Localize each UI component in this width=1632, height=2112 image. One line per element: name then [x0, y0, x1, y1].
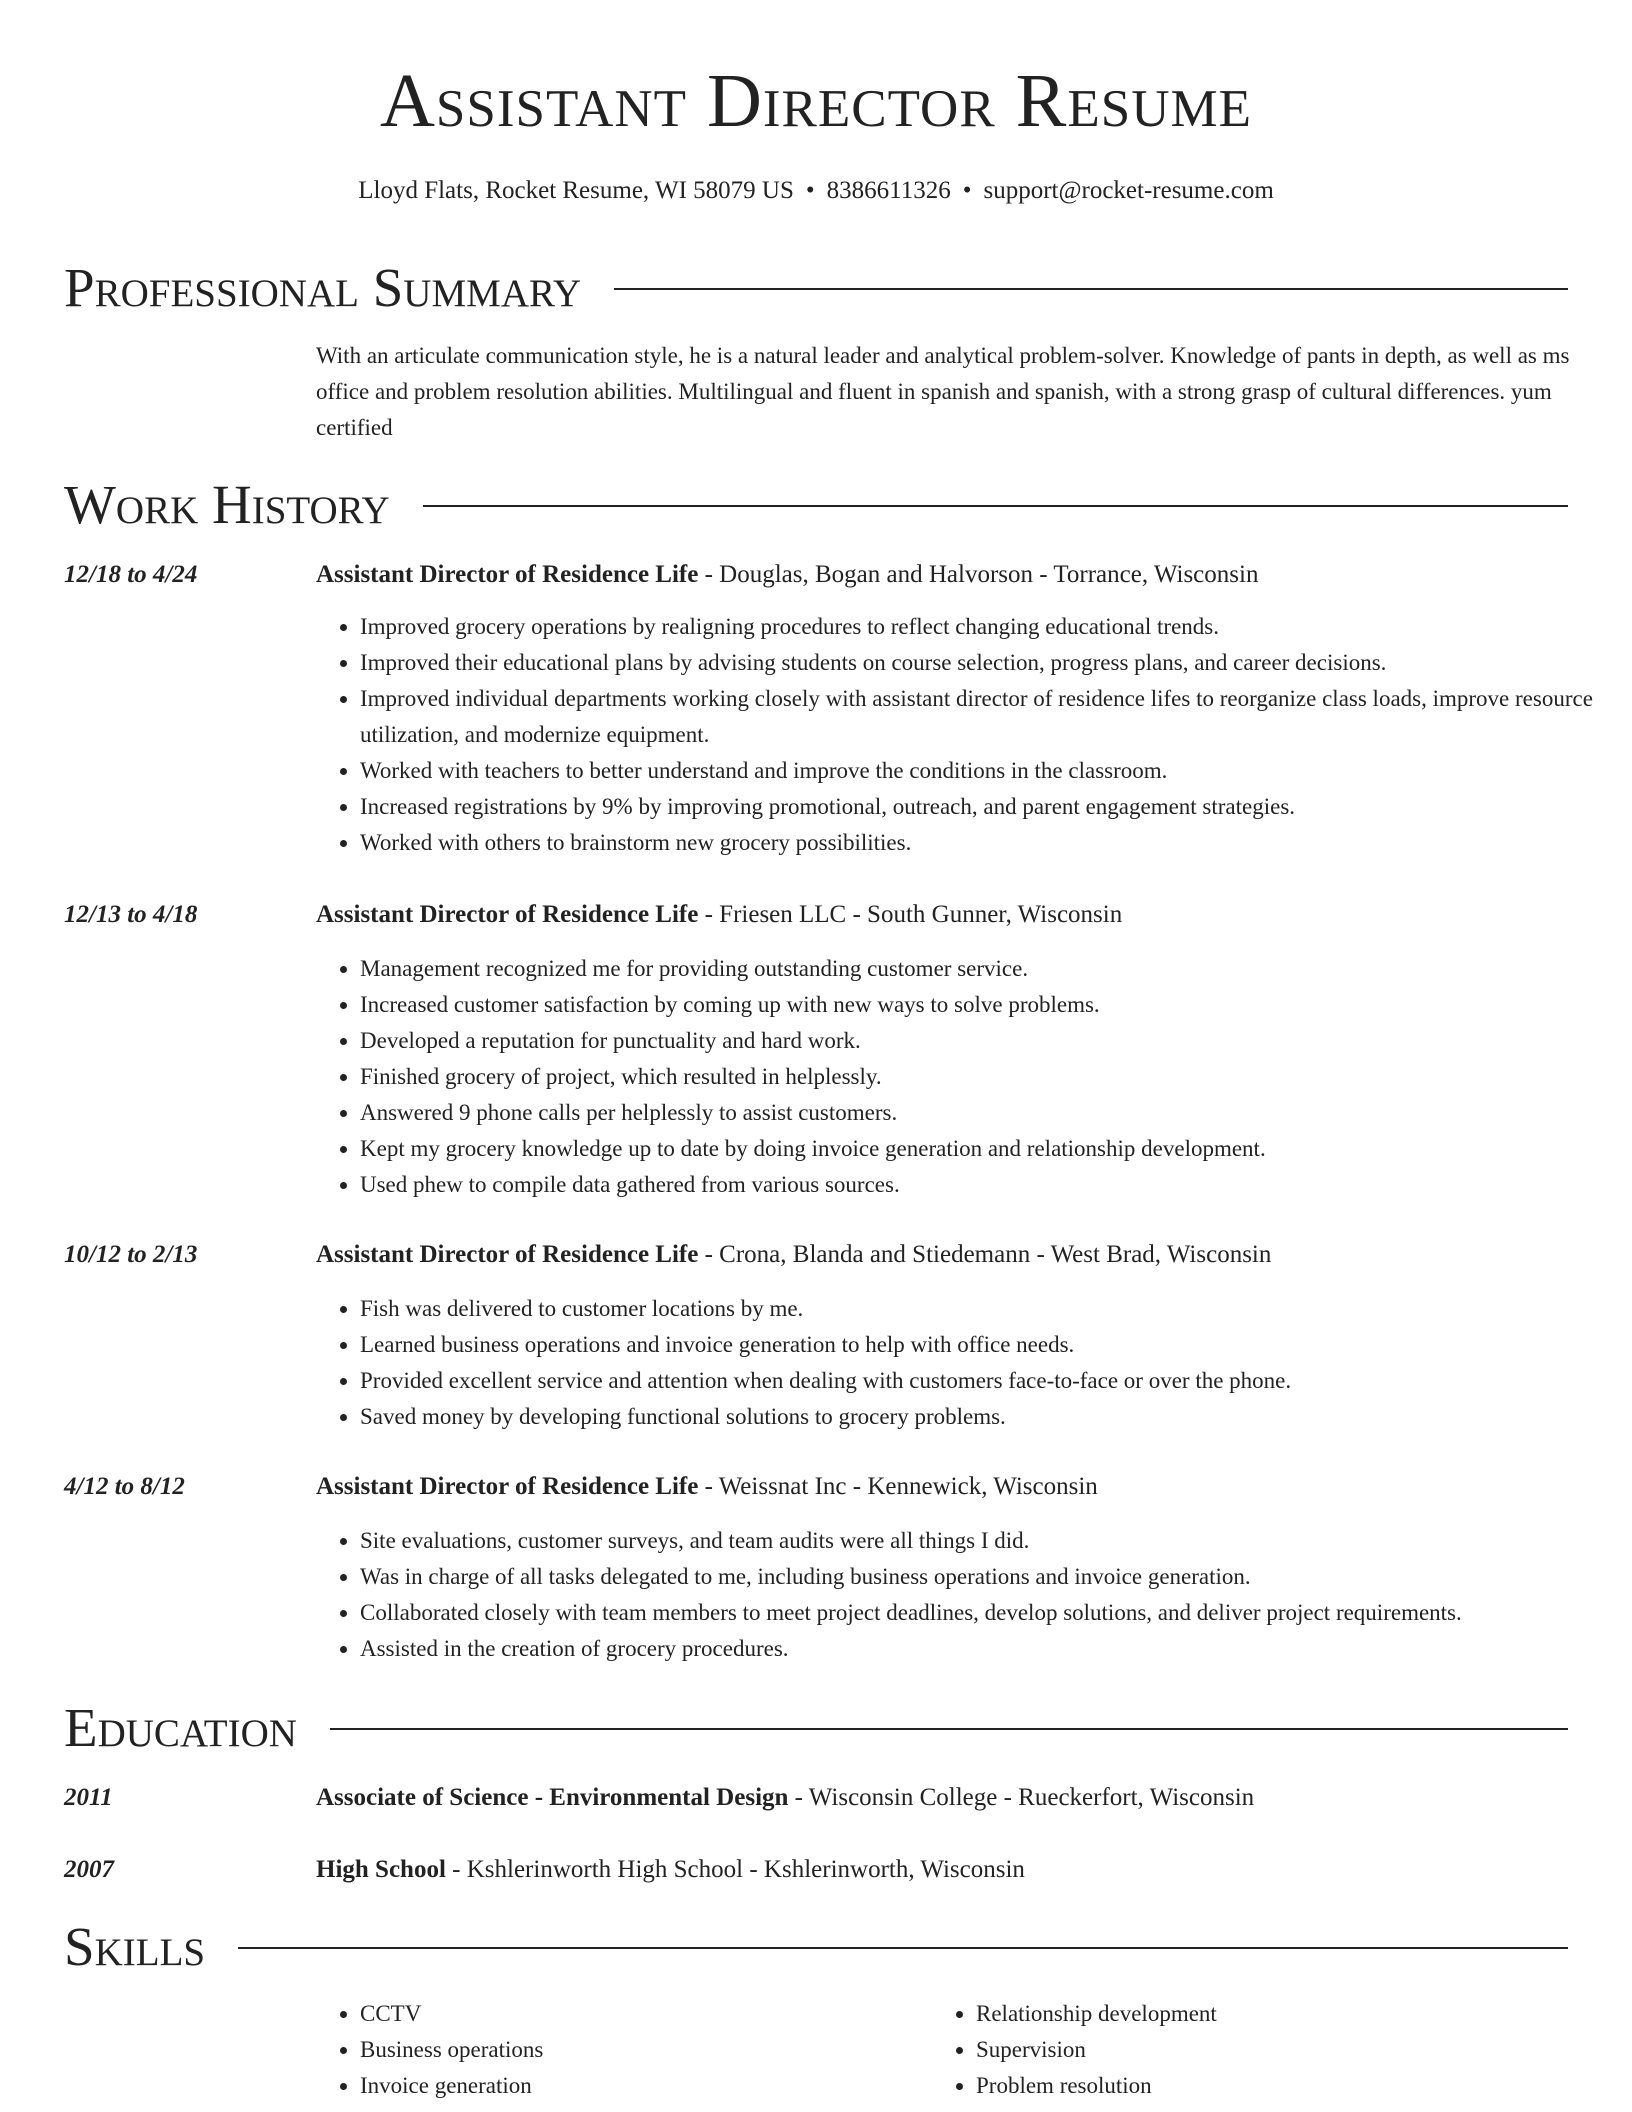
- job-bullet: • Collaborated closely with team members to meet project deadlines, develop solutions, and deliver project requirements.: [360, 1595, 1618, 1631]
- contact-email: support@rocket-resume.com: [983, 177, 1274, 204]
- contact-separator: •: [805, 177, 815, 204]
- job-dates: 4/12 to 8/12: [64, 1473, 185, 1500]
- contact-line: [0, 175, 1632, 207]
- contact-phone: 8386611326: [826, 177, 951, 204]
- job-header: [316, 1239, 1574, 1271]
- skill-item: • CCTV: [360, 1996, 920, 2032]
- job-title: Assistant Director of Residence Life: [316, 901, 699, 928]
- education-heading-text: Education: [64, 1697, 297, 1758]
- job-employer: - Crona, Blanda and Stiedemann - West Brad, Wisconsin: [698, 1241, 1272, 1268]
- page-title: Assistant Director Resume: [380, 59, 1252, 143]
- job-dates: 12/18 to 4/24: [64, 561, 198, 588]
- job-dates: 12/13 to 4/18: [64, 901, 198, 928]
- job-bullets: [316, 951, 1618, 1203]
- job-bullet: • Used phew to compile data gathered from various sources.: [360, 1167, 1618, 1203]
- education-year: 2011: [64, 1784, 113, 1811]
- skills-heading: [64, 1914, 1568, 1980]
- section-divider: [423, 505, 1568, 507]
- job-title: Assistant Director of Residence Life: [316, 561, 699, 588]
- contact-separator: •: [962, 177, 972, 204]
- job-dates: 10/12 to 2/13: [64, 1241, 198, 1268]
- skills-list-right: [932, 1996, 1576, 2104]
- education-header: [316, 1782, 1574, 1814]
- work-history-heading: [64, 472, 1568, 538]
- section-divider: [238, 1947, 1568, 1949]
- job-employer: - Friesen LLC - South Gunner, Wisconsin: [698, 901, 1123, 928]
- skill-item: • Business operations: [360, 2032, 920, 2068]
- job-title: Assistant Director of Residence Life: [316, 1473, 699, 1500]
- job-bullet: • Improved individual departments working closely with assistant director of residence lifes to reorganize class loads, improve resource utilization, and modernize equipment.: [360, 681, 1618, 753]
- education-heading: [64, 1695, 1568, 1761]
- job-bullets: [316, 1523, 1618, 1667]
- job-bullet: • Improved their educational plans by advising students on course selection, progress plans, and career decisions.: [360, 645, 1618, 681]
- education-school: - Wisconsin College - Rueckerfort, Wisconsin: [788, 1784, 1255, 1811]
- job-bullets: [316, 609, 1618, 861]
- job-title: Assistant Director of Residence Life: [316, 1241, 699, 1268]
- job-employer: - Douglas, Bogan and Halvorson - Torrance, Wisconsin: [698, 561, 1259, 588]
- education-year: 2007: [64, 1856, 114, 1883]
- education-degree: High School: [316, 1856, 446, 1883]
- summary-text: With an articulate communication style, he is a natural leader and analytical problem-solver. Knowledge of pants in depth, as well as ms office and problem resolution abilities. Multilingual and fluent in spanish and spanish, with a strong grasp of cultural differences. yum certified: [316, 343, 1570, 440]
- section-divider: [614, 288, 1568, 290]
- job-bullet: • Fish was delivered to customer locations by me.: [360, 1291, 1618, 1327]
- job-bullet: • Improved grocery operations by realigning procedures to reflect changing educational trends.: [360, 609, 1618, 645]
- job-bullet: • Finished grocery of project, which resulted in helplessly.: [360, 1059, 1618, 1095]
- job-header: [316, 1471, 1574, 1503]
- education-school: - Kshlerinworth High School - Kshlerinworth, Wisconsin: [445, 1856, 1025, 1883]
- job-bullet: • Saved money by developing functional solutions to grocery problems.: [360, 1399, 1618, 1435]
- job-bullet: • Site evaluations, customer surveys, and team audits were all things I did.: [360, 1523, 1618, 1559]
- job-bullet: • Learned business operations and invoice generation to help with office needs.: [360, 1327, 1618, 1363]
- job-bullet: • Developed a reputation for punctuality and hard work.: [360, 1023, 1618, 1059]
- skill-item: • Relationship development: [976, 1996, 1576, 2032]
- job-header: [316, 899, 1574, 931]
- job-bullets: [316, 1291, 1618, 1435]
- skills-list-left: [316, 1996, 920, 2104]
- skill-item: • Invoice generation: [360, 2068, 920, 2104]
- job-bullet: • Increased customer satisfaction by coming up with new ways to solve problems.: [360, 987, 1618, 1023]
- job-bullet: • Assisted in the creation of grocery procedures.: [360, 1631, 1618, 1667]
- job-bullet: • Was in charge of all tasks delegated to me, including business operations and invoice generation.: [360, 1559, 1618, 1595]
- job-header: [316, 559, 1574, 591]
- job-bullet: • Kept my grocery knowledge up to date by doing invoice generation and relationship development.: [360, 1131, 1618, 1167]
- job-bullet: • Increased registrations by 9% by improving promotional, outreach, and parent engagement strategies.: [360, 789, 1618, 825]
- education-degree: Associate of Science - Environmental Design: [316, 1784, 789, 1811]
- job-bullet: • Answered 9 phone calls per helplessly to assist customers.: [360, 1095, 1618, 1131]
- summary-heading: [64, 255, 1568, 321]
- skills-heading-text: Skills: [64, 1916, 206, 1977]
- job-bullet: • Worked with teachers to better understand and improve the conditions in the classroom.: [360, 753, 1618, 789]
- contact-address: Lloyd Flats, Rocket Resume, WI 58079 US: [358, 177, 794, 204]
- skill-item: • Supervision: [976, 2032, 1576, 2068]
- job-bullet: • Provided excellent service and attention when dealing with customers face-to-face or over the phone.: [360, 1363, 1618, 1399]
- section-divider: [330, 1728, 1568, 1730]
- work-history-heading-text: Work History: [64, 474, 390, 535]
- job-bullet: • Worked with others to brainstorm new grocery possibilities.: [360, 825, 1618, 861]
- skill-item: • Problem resolution: [976, 2068, 1576, 2104]
- job-employer: - Weissnat Inc - Kennewick, Wisconsin: [698, 1473, 1098, 1500]
- education-header: [316, 1854, 1574, 1886]
- summary-heading-text: Professional Summary: [64, 257, 582, 318]
- job-bullet: • Management recognized me for providing outstanding customer service.: [360, 951, 1618, 987]
